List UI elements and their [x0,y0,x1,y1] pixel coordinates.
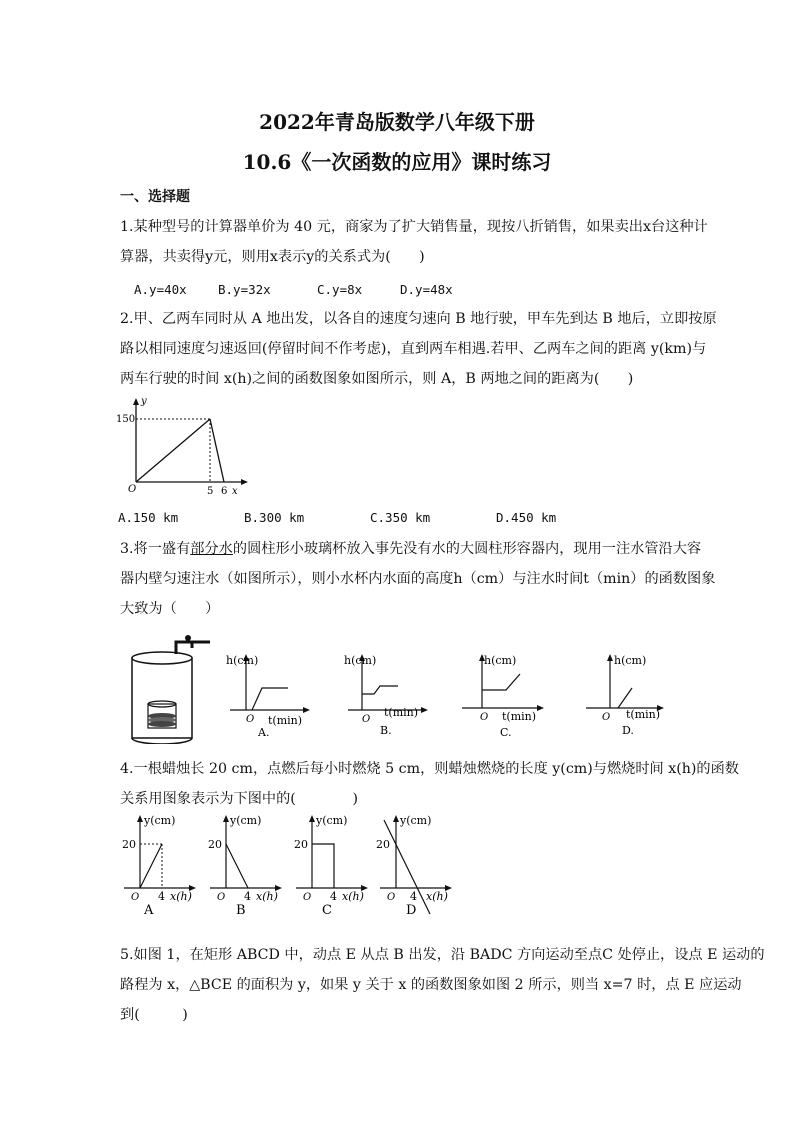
x-axis-arrow [241,479,248,485]
origin-label: O [217,892,226,903]
x-axis-label: t(min) [502,710,537,723]
x-tick: 4 [244,890,251,903]
q3-graph-b[interactable] [342,650,432,740]
question-2-line-3: 两车行驶的时间 x(h)之间的函数图象如图所示，则 A，B 两地之间的距离为( ) [120,371,634,387]
q3-graph-c[interactable] [458,650,548,740]
choice-label: D [406,903,417,916]
question-5-line-3: 到( ) [120,1007,188,1023]
y-tick: 20 [208,838,222,851]
container-rim [132,652,192,664]
choice-label: B [236,903,246,916]
graph-line [226,844,248,888]
q4-graph-a[interactable] [118,812,200,916]
y-axis-label: h(cm) [344,654,377,667]
section-heading: 一、选择题 [120,189,190,205]
x-tick-6: 6 [221,486,228,497]
y-tick: 20 [294,838,308,851]
y-axis-label: h(cm) [484,654,517,667]
document-subtitle: 10.6《一次函数的应用》课时练习 [242,150,552,174]
x-axis-label: x(h) [342,890,364,903]
x-axis-label: t(min) [384,706,419,719]
underlined-text: 部分水 [190,541,233,557]
q2-option-b[interactable]: B.300 km [244,510,305,525]
x-axis-label: t(min) [268,714,303,727]
q2-option-d[interactable]: D.450 km [496,510,557,525]
q2-distance-graph [114,394,254,498]
graph-line [252,688,288,710]
q1-option-b[interactable]: B.y=32x [218,282,271,297]
origin-label: O [246,714,255,725]
question-5-line-2: 路程为 x，△BCE 的面积为 y，如果 y 关于 x 的函数图象如图 2 所示，则当 x=7 时，点 E 应运动 [120,977,742,993]
question-1-line-1: 1.某种型号的计算器单价为 40 元，商家为了扩大销售量，现按八折销售，如果卖出x台这种计 [120,219,708,235]
origin-label: O [128,484,137,495]
x-tick-5: 5 [207,486,214,497]
line-segment-fall [210,419,224,482]
choice-label: A. [258,726,270,739]
q4-graph-d[interactable] [374,812,456,916]
x-tick: 4 [158,890,165,903]
x-axis-label: x [232,486,238,497]
graph-line [140,844,162,888]
y-tick: 20 [122,838,136,851]
y-axis-label: y [141,396,147,407]
y-axis-label: h(cm) [614,654,647,667]
x-tick: 4 [330,890,337,903]
y-axis-label: h(cm) [226,654,259,667]
choice-label: A [144,903,154,916]
question-4-line-2: 关系用图象表示为下图中的( ) [120,791,359,807]
question-5-line-1: 5.如图 1，在矩形 ABCD 中，动点 E 从点 B 出发，沿 BADC 方向运动至点C 处停止，设点 E 运动的 [120,947,765,963]
q2-option-c[interactable]: C.350 km [370,510,431,525]
q1-option-c[interactable]: C.y=8x [317,282,363,297]
question-3-line-2: 器内壁匀速注水（如图所示），则小水杯内水面的高度h（cm）与注水时间t（min）的函数图象 [120,571,716,587]
y-axis-label: y(cm) [316,814,348,827]
container-illustration [128,634,212,744]
choice-label: C. [500,726,512,739]
origin-label: O [387,892,396,903]
q4-graph-c[interactable] [290,812,372,916]
x-axis-label: x(h) [426,890,448,903]
origin-label: O [131,892,140,903]
line-segment-rise [136,419,210,482]
q3-graph-a[interactable] [222,650,312,740]
q1-option-d[interactable]: D.y=48x [400,282,453,297]
y-axis-label: y(cm) [144,814,176,827]
y-axis-label: y(cm) [230,814,262,827]
graph-line [618,688,632,708]
q2-option-a[interactable]: A.150 km [118,510,179,525]
x-axis-label: x(h) [170,890,192,903]
choice-label: D. [622,724,634,737]
question-2-line-1: 2.甲、乙两车同时从 A 地出发，以各自的速度匀速向 B 地行驶，甲车先到达 B 地后，立即按原 [120,311,717,327]
choice-label: B. [380,724,392,737]
graph-line [312,844,334,888]
y-axis-arrow [133,398,139,405]
graph-line [362,686,398,694]
x-axis-label: x(h) [256,890,278,903]
y-axis-label: y(cm) [400,814,432,827]
q3-graph-d[interactable] [578,650,668,740]
question-3-line-1: 3.将一盛有部分水的圆柱形小玻璃杯放入事先没有水的大圆柱形容器内，现用一注水管沿大容 [120,541,702,557]
question-1-line-2: 算器，共卖得y元，则用x表示y的关系式为( ) [120,249,425,265]
q4-graph-b[interactable] [204,812,286,916]
water-pipe [176,642,192,654]
origin-label: O [602,712,611,723]
document-title: 2022年青岛版数学八年级下册 [259,110,535,134]
graph-line [482,674,520,690]
origin-label: O [480,712,489,723]
question-3-line-3: 大致为（ ） [120,601,220,617]
q1-option-a[interactable]: A.y=40x [134,282,187,297]
question-2-line-2: 路以相同速度匀速返回(停留时间不作考虑)，直到两车相遇.若甲、乙两车之间的距离 y(km)与 [120,341,707,357]
origin-label: O [362,714,371,725]
question-4-line-1: 4.一根蜡烛长 20 cm，点燃后每小时燃烧 5 cm，则蜡烛燃烧的长度 y(cm)与燃烧时间 x(h)的函数 [120,761,739,777]
choice-label: C [322,903,332,916]
faucet-knob-icon [185,635,191,641]
y-tick-150: 150 [116,414,136,425]
x-tick: 4 [410,890,417,903]
origin-label: O [303,892,312,903]
x-axis-label: t(min) [626,708,661,721]
y-tick: 20 [376,838,390,851]
